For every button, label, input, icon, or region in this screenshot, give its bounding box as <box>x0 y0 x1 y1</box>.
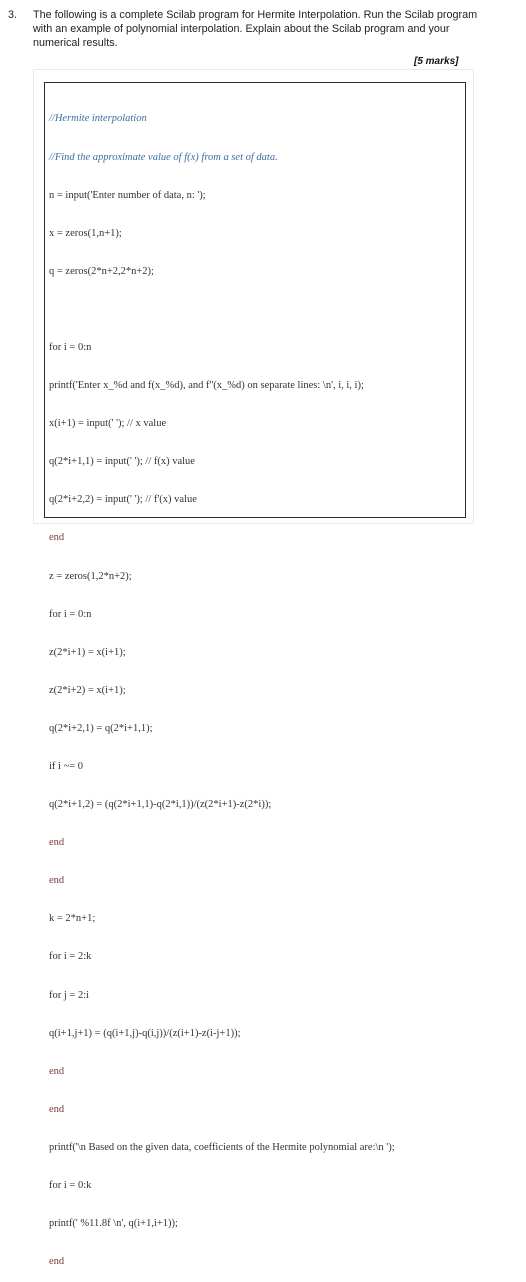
code-line: x(i+1) = input(' '); // x value <box>49 418 167 430</box>
code-line: z(2*i+1) = x(i+1); <box>49 646 126 658</box>
code-line: n = input('Enter number of data, n: '); <box>49 189 206 201</box>
question-number: 3. <box>8 9 18 21</box>
code-block <box>44 82 466 1268</box>
code-line: end <box>49 1065 65 1077</box>
question-text: The following is a complete Scilab program for Hermite Interpolation. Run the Scilab program with an example of polynomial interpolation. Explain about the Scilab program and your numerical results. <box>33 9 478 49</box>
code-line: q = zeros(2*n+2,2*n+2); <box>49 265 154 277</box>
code-line: printf('Enter x_%d and f(x_%d), and f''(x_%d) on separate lines: \n', i, i, i); <box>49 380 364 392</box>
code-line: if i ~= 0 <box>49 761 84 772</box>
code-blank-line <box>49 304 465 317</box>
code-line: for j = 2:i <box>49 989 90 1001</box>
code-line: q(2*i+2,1) = q(2*i+1,1); <box>49 722 153 734</box>
code-line: end <box>49 532 65 544</box>
code-line: end <box>49 1103 65 1115</box>
question <box>8 8 492 50</box>
marks-label: [5 marks] <box>414 56 459 67</box>
code-line: q(2*i+1,1) = input(' '); // f(x) value <box>49 456 195 468</box>
code-line: printf('\n Based on the given data, coefficients of the Hermite polynomial are:\n '); <box>49 1141 395 1153</box>
code-line: for i = 2:k <box>49 951 92 963</box>
code-line: printf(' %11.8f \n', q(i+1,i+1)); <box>49 1218 178 1230</box>
code-line: end <box>49 837 65 849</box>
code-comment-line: //Find the approximate value of f(x) from a set of data. <box>49 151 278 163</box>
code-line: q(2*i+2,2) = input(' '); // f'(x) value <box>49 494 197 506</box>
code-line: end <box>49 875 65 887</box>
code-line: z(2*i+2) = x(i+1); <box>49 684 126 696</box>
code-line: z = zeros(1,2*n+2); <box>49 570 132 582</box>
code-line: for i = 0:k <box>49 1180 92 1192</box>
code-line: for i = 0:n <box>49 341 92 353</box>
code-line: k = 2*n+1; <box>49 913 96 925</box>
code-line: for i = 0:n <box>49 608 92 620</box>
code-line: q(2*i+1,2) = (q(2*i+1,1)-q(2*i,1))/(z(2*i+1)-z(2*i)); <box>49 799 272 811</box>
question-row <box>8 8 492 50</box>
code-line: end <box>49 1256 65 1268</box>
code-line: x = zeros(1,n+1); <box>49 227 122 239</box>
code-comment-line: //Hermite interpolation <box>49 113 147 125</box>
code-line: q(i+1,j+1) = (q(i+1,j)-q(i,j))/(z(i+1)-z(i-j+1)); <box>49 1027 241 1039</box>
